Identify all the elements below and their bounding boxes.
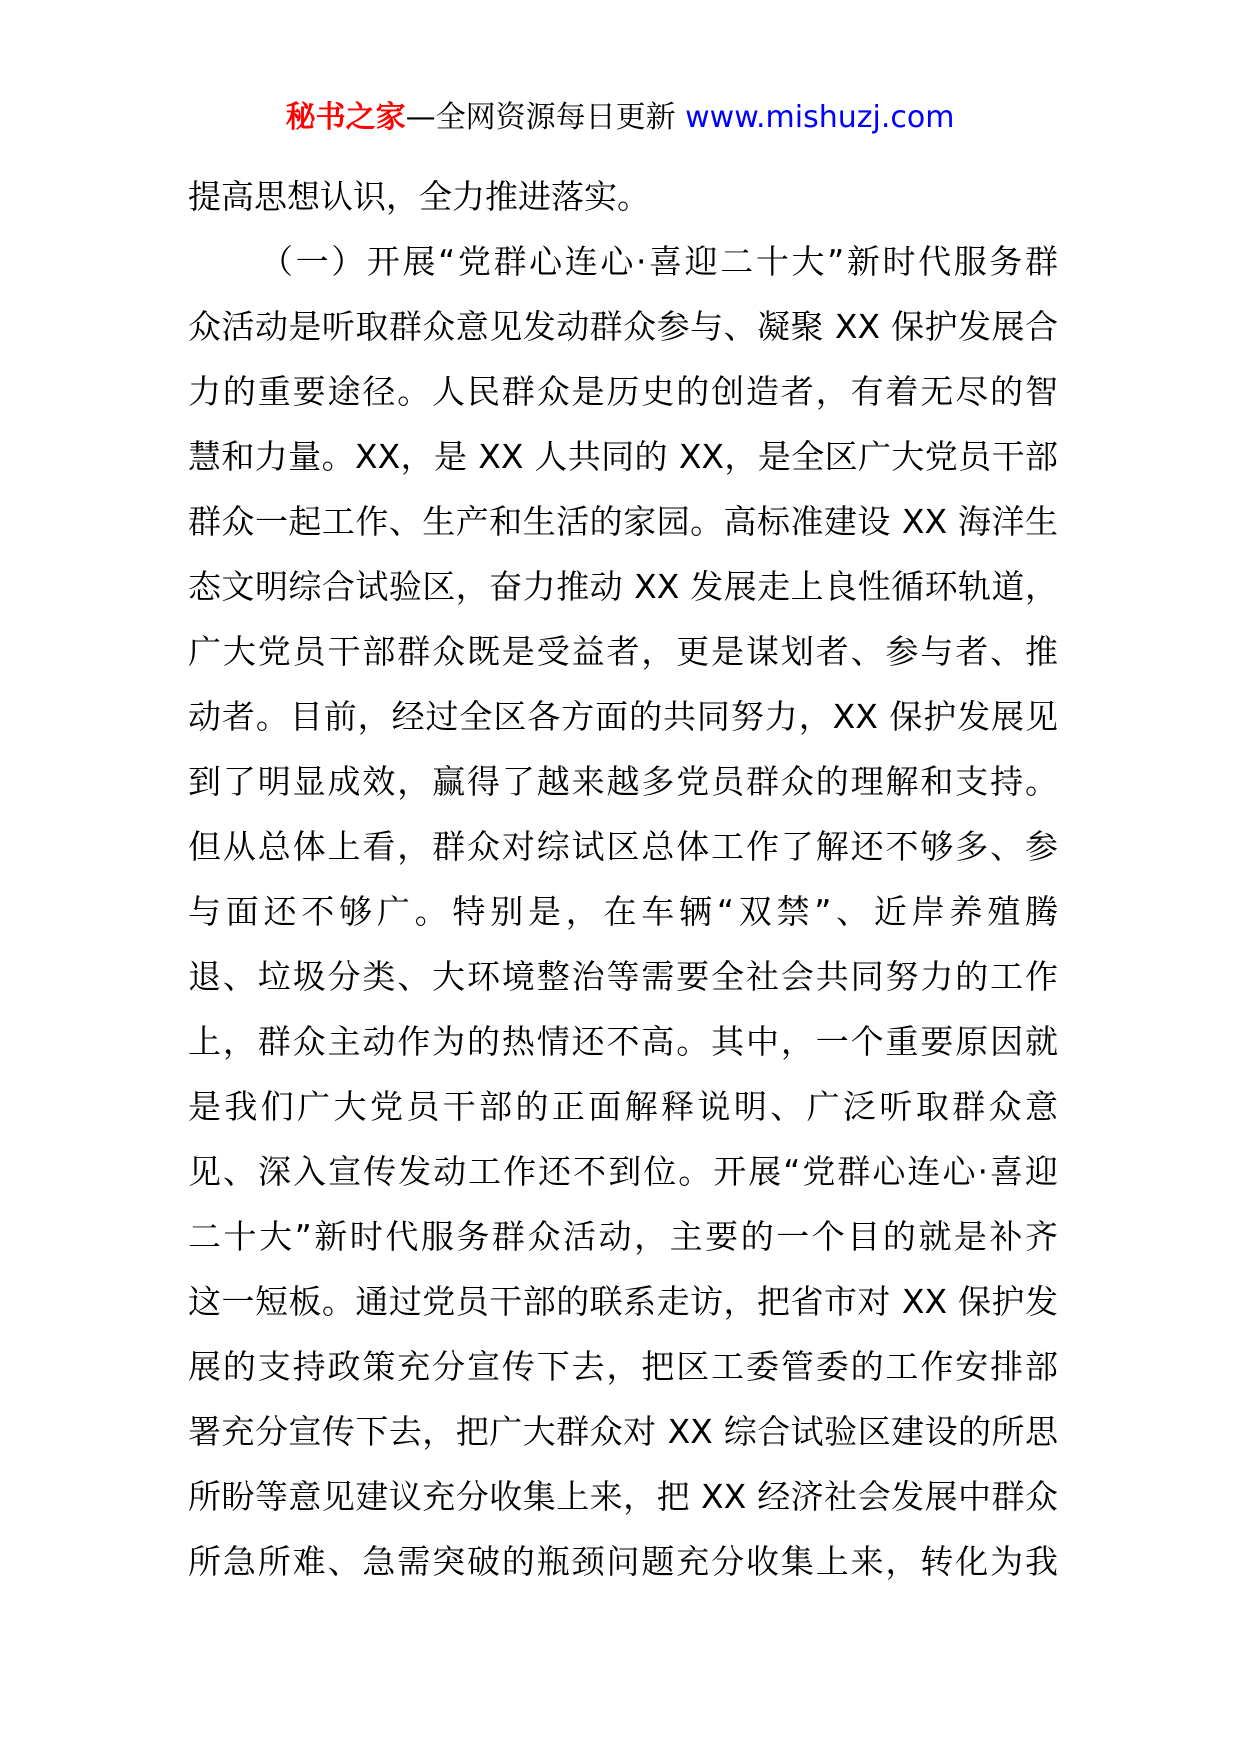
text-line: 群众一起工作、生产和生活的家园。高标准建设 XX 海洋生: [188, 502, 1058, 541]
page-header: [0, 98, 1240, 138]
site-url-link[interactable]: www.mishuzj.com: [685, 100, 955, 135]
text-line: 但从总体上看，群众对综试区总体工作了解还不够多、参: [188, 827, 1058, 866]
text-line: 慧和力量。XX，是 XX 人共同的 XX，是全区广大党员干部: [188, 437, 1058, 476]
text-line: 退、垃圾分类、大环境整治等需要全社会共同努力的工作: [188, 957, 1058, 996]
text-line: 所急所难、急需突破的瓶颈问题充分收集上来，转化为我: [188, 1542, 1058, 1581]
text-line: 上，群众主动作为的热情还不高。其中，一个重要原因就: [188, 1022, 1058, 1061]
text-line: 所盼等意见建议充分收集上来，把 XX 经济社会发展中群众: [188, 1477, 1058, 1516]
header-tagline: —全网资源每日更新: [405, 100, 686, 135]
text-line: 众活动是听取群众意见发动群众参与、凝聚 XX 保护发展合: [188, 307, 1058, 346]
text-line: 展的支持政策充分宣传下去，把区工委管委的工作安排部: [188, 1347, 1058, 1386]
text-line: 二十大”新时代服务群众活动，主要的一个目的就是补齐: [188, 1217, 1058, 1256]
text-line: 态文明综合试验区，奋力推动 XX 发展走上良性循环轨道，: [188, 567, 1058, 606]
brand-name: 秘书之家: [285, 100, 406, 135]
text-line: 署充分宣传下去，把广大群众对 XX 综合试验区建设的所思: [188, 1412, 1058, 1451]
document-body: [188, 164, 1058, 1594]
text-line: 这一短板。通过党员干部的联系走访，把省市对 XX 保护发: [188, 1282, 1058, 1321]
text-line: 到了明显成效，赢得了越来越多党员群众的理解和支持。: [188, 762, 1058, 801]
text-line: 见、深入宣传发动工作还不到位。开展“党群心连心·喜迎: [188, 1152, 1058, 1191]
text-line: 广大党员干部群众既是受益者，更是谋划者、参与者、推: [188, 632, 1058, 671]
text-line: 与面还不够广。特别是，在车辆“双禁”、近岸养殖腾: [188, 892, 1058, 931]
text-line: 力的重要途径。人民群众是历史的创造者，有着无尽的智: [188, 372, 1058, 411]
text-line: 是我们广大党员干部的正面解释说明、广泛听取群众意: [188, 1087, 1058, 1126]
paragraph-first-line: （一）开展“党群心连心·喜迎二十大”新时代服务群: [260, 242, 1058, 281]
text-line: 提高思想认识，全力推进落实。: [188, 177, 650, 216]
text-line: 动者。目前，经过全区各方面的共同努力，XX 保护发展见: [188, 697, 1058, 736]
